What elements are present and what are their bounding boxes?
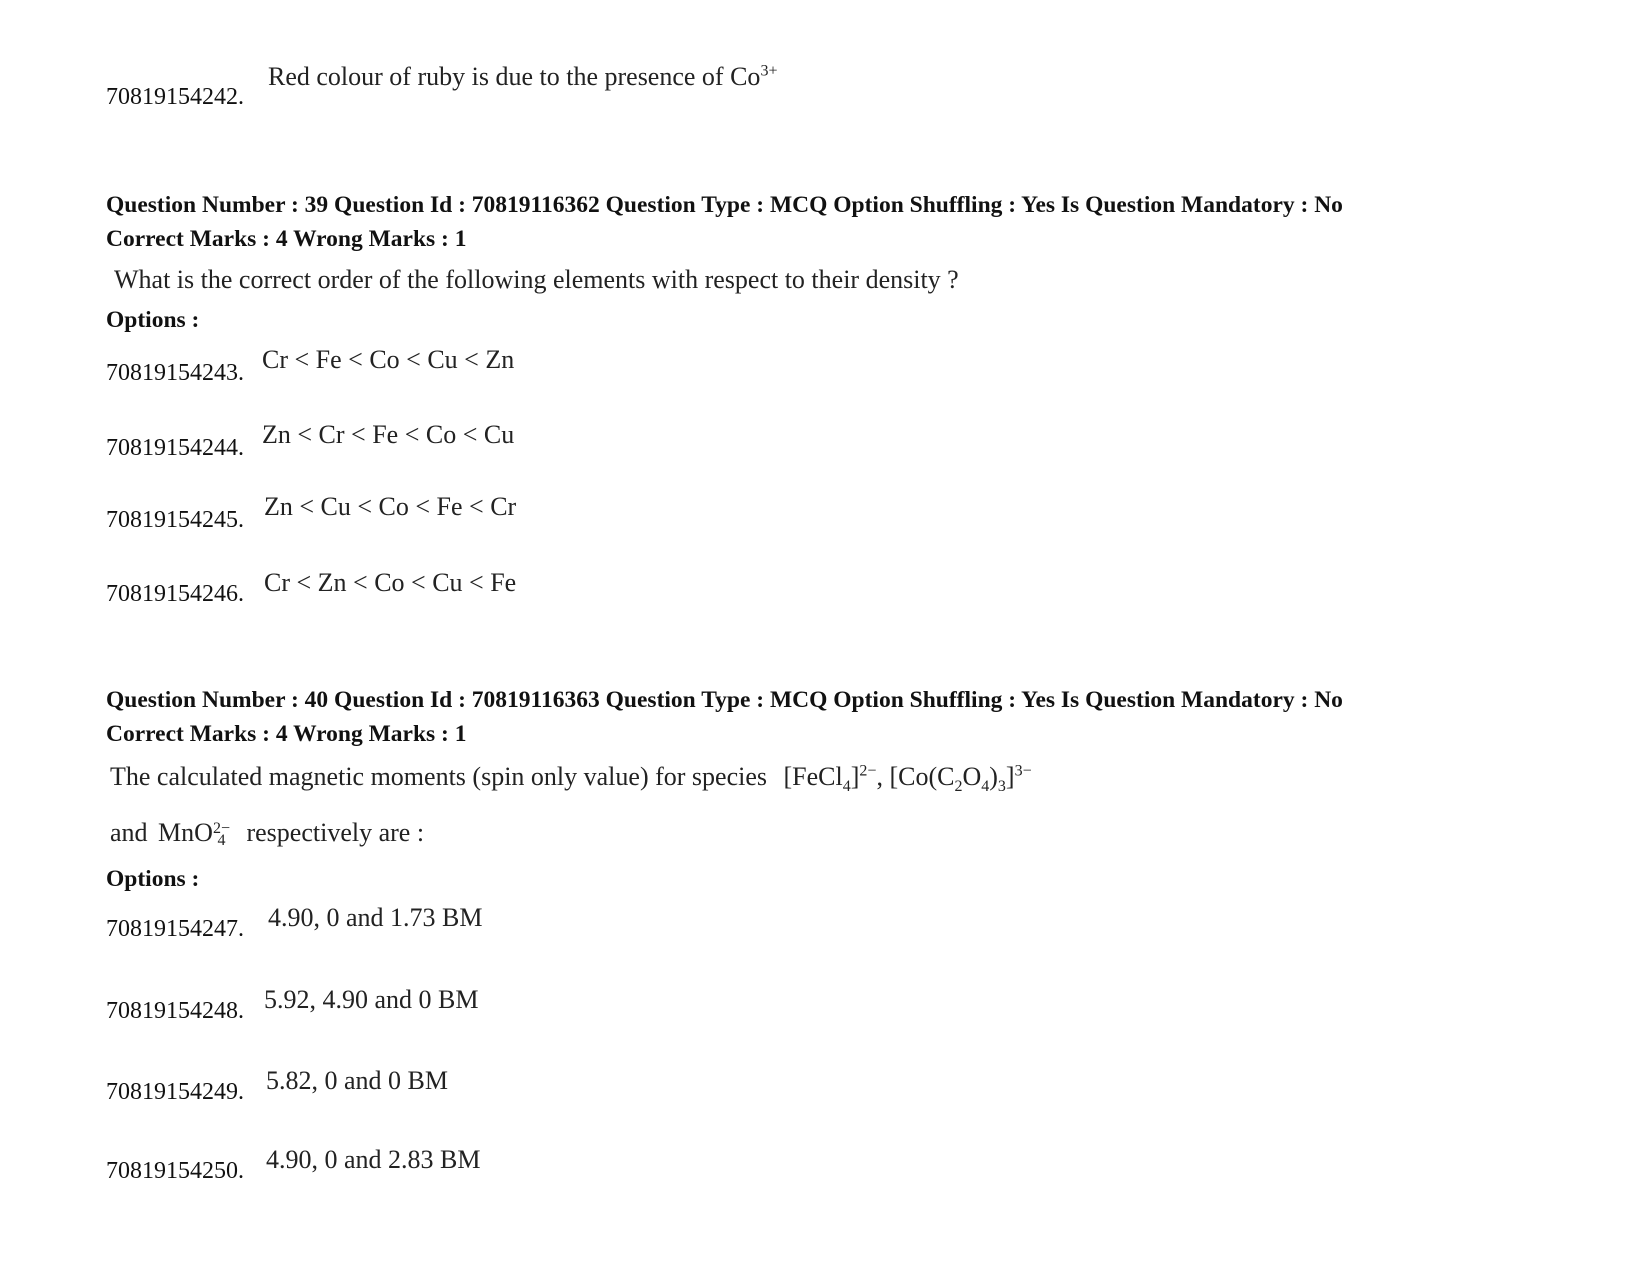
- option-text: 4.90, 0 and 2.83 BM: [266, 1145, 481, 1174]
- question-40-text-part1: The calculated magnetic moments (spin only value) for species: [110, 762, 767, 791]
- question-40-text-line1: [110, 762, 1032, 796]
- species-co-oxalate-sub3: 3: [997, 778, 1006, 796]
- option-text: [268, 62, 777, 92]
- option-id: 70819154248.: [106, 998, 244, 1024]
- species-co-oxalate: [889, 762, 1032, 796]
- option-id: 70819154243.: [106, 360, 244, 386]
- option-id: 70819154246.: [106, 581, 244, 607]
- species-fecl4-charge: 2−: [859, 762, 877, 780]
- question-40-text-line2: [110, 818, 424, 848]
- species-mno4: [158, 818, 230, 850]
- option-text: 4.90, 0 and 1.73 BM: [268, 903, 483, 932]
- question-40-text-and: and: [110, 818, 148, 847]
- question-40-options-label: Options :: [106, 866, 200, 892]
- question-40-header-line1: Question Number : 40 Question Id : 70819116363 Question Type : MCQ Option Shuffling : Yes Is Question Mandatory : No: [106, 687, 1343, 713]
- question-39-header-line1: Question Number : 39 Question Id : 70819116362 Question Type : MCQ Option Shuffling : Yes Is Question Mandatory : No: [106, 192, 1343, 218]
- species-co-oxalate-sub2: 4: [981, 778, 990, 796]
- species-fecl4-bracket: ]: [850, 762, 860, 791]
- species-co-oxalate-bracket: ]: [1005, 762, 1015, 791]
- question-39-header-line2: Correct Marks : 4 Wrong Marks : 1: [106, 226, 467, 252]
- question-39-options-label: Options :: [106, 307, 200, 333]
- option-id: 70819154245.: [106, 507, 244, 533]
- option-id: 70819154244.: [106, 435, 244, 461]
- question-39-text: What is the correct order of the following elements with respect to their density ?: [114, 265, 959, 294]
- option-id: 70819154249.: [106, 1079, 244, 1105]
- option-text: Zn < Cr < Fe < Co < Cu: [262, 420, 515, 449]
- species-fecl4: [783, 762, 877, 796]
- option-id: 70819154250.: [106, 1158, 244, 1184]
- species-fecl4-sub: 4: [842, 778, 851, 796]
- species-separator: ,: [876, 762, 883, 791]
- option-text-main: Red colour of ruby is due to the presence of Co: [268, 62, 761, 91]
- option-text: Cr < Fe < Co < Cu < Zn: [262, 345, 515, 374]
- species-co-oxalate-charge: 3−: [1014, 762, 1032, 780]
- species-co-oxalate-base: [Co(C: [889, 762, 955, 791]
- species-co-oxalate-o: O: [962, 762, 982, 791]
- option-text: Zn < Cu < Co < Fe < Cr: [264, 492, 517, 521]
- species-mno4-stack: [212, 820, 230, 850]
- species-mno4-charge: 2−: [212, 820, 230, 838]
- species-co-oxalate-paren: ): [989, 762, 998, 791]
- species-mno4-sub: 4: [217, 832, 226, 850]
- option-text: 5.82, 0 and 0 BM: [266, 1066, 448, 1095]
- question-40-text-end: respectively are :: [246, 818, 425, 847]
- option-text: 5.92, 4.90 and 0 BM: [264, 985, 479, 1014]
- species-mno4-base: MnO: [158, 818, 213, 847]
- species-fecl4-base: [FeCl: [783, 762, 843, 791]
- option-id: 70819154242.: [106, 84, 244, 110]
- question-40-header-line2: Correct Marks : 4 Wrong Marks : 1: [106, 721, 467, 747]
- option-id: 70819154247.: [106, 916, 244, 942]
- option-text: Cr < Zn < Co < Cu < Fe: [264, 568, 517, 597]
- species-co-oxalate-sub1: 2: [954, 778, 963, 796]
- option-text-superscript: 3+: [760, 62, 778, 80]
